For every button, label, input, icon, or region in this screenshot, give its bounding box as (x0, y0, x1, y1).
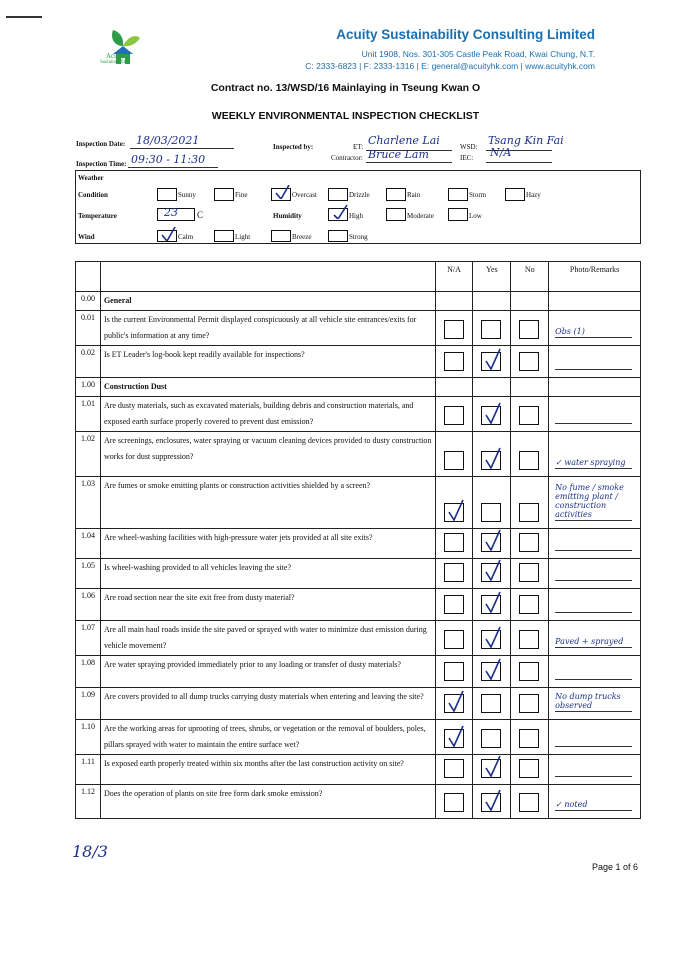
checkbox-na[interactable] (444, 595, 464, 614)
question-text: Is exposed earth properly treated within six months after the last construction activity on site? (100, 755, 435, 785)
check-icon (481, 558, 503, 582)
remarks-cell (549, 688, 641, 720)
option-overcast: Overcast (292, 191, 317, 199)
item-number: 1.00 (76, 378, 101, 397)
cell-no (511, 311, 549, 346)
remarks-cell (549, 755, 641, 785)
wsd-label: WSD: (460, 143, 478, 151)
remarks-cell (549, 589, 641, 621)
wind-label: Wind (78, 233, 95, 241)
cell-yes (473, 720, 511, 755)
table-row (76, 432, 641, 477)
option-low: Low (469, 212, 482, 220)
checkbox-na[interactable] (444, 352, 464, 371)
remarks-underline (555, 580, 632, 581)
remarks-cell (549, 559, 641, 589)
cell-no (511, 397, 549, 432)
table-row (76, 397, 641, 432)
check-icon (444, 724, 466, 748)
check-icon (481, 625, 503, 649)
table-row (76, 477, 641, 529)
remarks-cell (549, 292, 641, 311)
checkbox-rain[interactable] (386, 188, 406, 201)
wsd-value: Tsang Kin Fai (488, 134, 564, 147)
checkbox-sunny[interactable] (157, 188, 177, 201)
cell-na (435, 785, 473, 819)
cell-na (435, 621, 473, 656)
remark-text: Paved + sprayed (555, 637, 624, 646)
check-icon (444, 498, 466, 522)
checkbox-yes[interactable] (481, 729, 501, 748)
remarks-cell (549, 311, 641, 346)
cell-no (511, 755, 549, 785)
contract-title: Contract no. 13/WSD/16 Mainlaying in Tseung Kwan O (210, 82, 481, 94)
cell-na (435, 529, 473, 559)
remark-text: ✓ water spraying (555, 458, 626, 467)
company-name: Acuity Sustainability Consulting Limited (336, 27, 595, 42)
check-icon (481, 590, 503, 614)
checkbox-na[interactable] (444, 406, 464, 425)
question-text: Is the current Environmental Permit displayed conspicuously at all vehicle site entrances/exits for public's information at any time? (100, 311, 435, 346)
checkbox-no[interactable] (519, 533, 539, 552)
temperature-label: Temperature (78, 212, 117, 220)
item-number: 1.09 (76, 688, 101, 720)
remarks-underline (555, 711, 632, 712)
col-yes: Yes (473, 262, 511, 292)
checkbox-na[interactable] (444, 533, 464, 552)
item-number: 1.01 (76, 397, 101, 432)
checkbox-na[interactable] (444, 759, 464, 778)
cell-yes (473, 346, 511, 378)
option-light: Light (235, 233, 251, 241)
cell-yes (473, 656, 511, 688)
cell-na (435, 432, 473, 477)
table-row (76, 589, 641, 621)
check-icon (481, 657, 503, 681)
cell-na (435, 720, 473, 755)
table-row (76, 755, 641, 785)
company-contact: C: 2333-6823 | F: 2333-1316 | E: general@acuityhk.com | www.acuityhk.com (305, 61, 595, 71)
question-text: Does the operation of plants on site free form dark smoke emission? (100, 785, 435, 819)
checkbox-yes[interactable] (481, 595, 501, 614)
inspection-date-value: 18/03/2021 (136, 134, 200, 147)
table-row (76, 621, 641, 656)
check-icon (481, 528, 503, 552)
check-icon (329, 205, 349, 219)
remarks-cell (549, 720, 641, 755)
question-text: Are all main haul roads inside the site paved or sprayed with water to minimize dust emission during vehicle movement? (100, 621, 435, 656)
checkbox-humidity-low[interactable] (448, 208, 468, 221)
option-high: High (349, 212, 363, 220)
inspected-by-label: Inspected by: (273, 143, 314, 151)
checkbox-na[interactable] (444, 451, 464, 470)
remark-text: ✓ noted (555, 800, 588, 809)
question-text: Are road section near the site exit free from dusty material? (100, 589, 435, 621)
checkbox-yes[interactable] (481, 630, 501, 649)
section-title: General (100, 292, 435, 311)
question-text: Are dusty materials, such as excavated materials, building debris and construction materials, and exposed earth surface properly covered to prevent dust emission? (100, 397, 435, 432)
option-strong: Strong (349, 233, 368, 241)
cell-na (435, 311, 473, 346)
checkbox-wind-breeze[interactable] (271, 230, 291, 242)
time-underline (128, 167, 218, 168)
checkbox-no[interactable] (519, 759, 539, 778)
cell-no (511, 529, 549, 559)
date-underline (130, 148, 234, 149)
option-sunny: Sunny (178, 191, 196, 199)
checkbox-na[interactable] (444, 662, 464, 681)
checkbox-overcast[interactable] (271, 188, 291, 201)
check-icon (272, 185, 292, 199)
remark-text: No fume / smoke emitting plant / construction activities (555, 483, 624, 519)
cell-yes (473, 688, 511, 720)
cell-no (511, 656, 549, 688)
item-number: 1.11 (76, 755, 101, 785)
table-row (76, 346, 641, 378)
cell-na (435, 656, 473, 688)
cell-no (511, 621, 549, 656)
item-number: 0.00 (76, 292, 101, 311)
check-icon (158, 227, 178, 241)
table-header-row (76, 262, 641, 292)
contractor-underline (366, 162, 452, 163)
checkbox-drizzle[interactable] (328, 188, 348, 201)
check-icon (444, 689, 466, 713)
remarks-underline (555, 746, 632, 747)
cell-yes (473, 311, 511, 346)
table-row (76, 529, 641, 559)
check-icon (481, 754, 503, 778)
checkbox-yes[interactable] (481, 563, 501, 582)
option-storm: Storm (469, 191, 487, 199)
remarks-underline (555, 423, 632, 424)
checkbox-yes[interactable] (481, 533, 501, 552)
remark-text: Obs (1) (555, 327, 585, 336)
remarks-cell (549, 656, 641, 688)
item-number: 0.02 (76, 346, 101, 378)
cell-no (511, 346, 549, 378)
table-row (76, 656, 641, 688)
remarks-underline (555, 612, 632, 613)
remarks-underline (555, 810, 632, 811)
remarks-underline (555, 520, 632, 521)
check-icon (481, 788, 503, 812)
col-na: N/A (435, 262, 473, 292)
item-number: 1.05 (76, 559, 101, 589)
checkbox-no[interactable] (519, 729, 539, 748)
checkbox-hazy[interactable] (505, 188, 525, 201)
cell-yes (473, 477, 511, 529)
option-rain: Rain (407, 191, 421, 199)
remarks-cell (549, 529, 641, 559)
remarks-cell (549, 378, 641, 397)
inspection-time-value: 09:30 - 11:30 (131, 153, 206, 166)
table-row (76, 785, 641, 819)
cell-no (511, 378, 549, 397)
option-drizzle: Drizzle (349, 191, 370, 199)
checkbox-humidity-high[interactable] (328, 208, 348, 221)
remarks-underline (555, 679, 632, 680)
checkbox-na[interactable] (444, 503, 464, 522)
cell-yes (473, 621, 511, 656)
question-text: Is ET Leader's log-book kept readily available for inspections? (100, 346, 435, 378)
temperature-value: 23 (164, 206, 178, 219)
remarks-underline (555, 468, 632, 469)
cell-no (511, 785, 549, 819)
checkbox-na[interactable] (444, 793, 464, 812)
checkbox-yes[interactable] (481, 694, 501, 713)
cell-na (435, 397, 473, 432)
checkbox-na[interactable] (444, 694, 464, 713)
question-text: Are the working areas for uprooting of trees, shrubs, or vegetation or the removal of boulders, poles, pillars sprayed with water to maintain the entire surface wet? (100, 720, 435, 755)
remarks-underline (555, 647, 632, 648)
cell-yes (473, 755, 511, 785)
logo-tagline: Sustainability (100, 60, 128, 65)
item-number: 1.03 (76, 477, 101, 529)
col-remarks: Photo/Remarks (549, 262, 641, 292)
checkbox-no[interactable] (519, 563, 539, 582)
remarks-cell (549, 346, 641, 378)
item-number: 1.07 (76, 621, 101, 656)
section-title: Construction Dust (100, 378, 435, 397)
checkbox-na[interactable] (444, 320, 464, 339)
col-no: No (511, 262, 549, 292)
checkbox-na[interactable] (444, 563, 464, 582)
remarks-cell (549, 785, 641, 819)
iec-underline (486, 162, 552, 163)
cell-yes (473, 397, 511, 432)
checkbox-na[interactable] (444, 630, 464, 649)
option-breeze: Breeze (292, 233, 312, 241)
remarks-cell (549, 477, 641, 529)
checkbox-fine[interactable] (214, 188, 234, 201)
inspection-time-label: Inspection Time: (76, 160, 127, 168)
remarks-cell (549, 397, 641, 432)
question-text: Is wheel-washing provided to all vehicles leaving the site? (100, 559, 435, 589)
section-row (76, 378, 641, 397)
temperature-field[interactable] (157, 208, 195, 221)
cell-na (435, 755, 473, 785)
cell-yes (473, 589, 511, 621)
condition-label: Condition (78, 191, 108, 199)
checkbox-no[interactable] (519, 630, 539, 649)
checkbox-no[interactable] (519, 595, 539, 614)
checkbox-yes[interactable] (481, 352, 501, 371)
cell-na (435, 346, 473, 378)
cell-yes (473, 785, 511, 819)
cell-no (511, 589, 549, 621)
inspection-date-label: Inspection Date: (76, 140, 126, 148)
cell-no (511, 477, 549, 529)
checkbox-no[interactable] (519, 352, 539, 371)
question-text: Are wheel-washing facilities with high-pressure water jets provided at all site exits? (100, 529, 435, 559)
company-address: Unit 1908, Nos. 301-305 Castle Peak Road, Kwai Chung, N.T. (361, 49, 595, 59)
cell-no (511, 688, 549, 720)
checkbox-no[interactable] (519, 451, 539, 470)
checkbox-no[interactable] (519, 694, 539, 713)
option-fine: Fine (235, 191, 248, 199)
checkbox-no[interactable] (519, 406, 539, 425)
cell-na (435, 589, 473, 621)
item-number: 1.06 (76, 589, 101, 621)
question-text: Are water spraying provided immediately prior to any loading or transfer of dusty materials? (100, 656, 435, 688)
logo-name: Acuity (106, 52, 126, 60)
corner-mark (6, 16, 42, 18)
checkbox-humidity-moderate[interactable] (386, 208, 406, 221)
cell-no (511, 432, 549, 477)
remarks-cell (549, 432, 641, 477)
et-value: Charlene Lai (368, 134, 440, 147)
option-hazy: Hazy (526, 191, 541, 199)
cell-yes (473, 529, 511, 559)
item-number: 1.12 (76, 785, 101, 819)
checkbox-no[interactable] (519, 503, 539, 522)
item-number: 1.08 (76, 656, 101, 688)
cell-na (435, 559, 473, 589)
contractor-label: Contractor: (331, 154, 363, 162)
cell-no (511, 720, 549, 755)
temperature-unit: C (197, 210, 204, 220)
humidity-label: Humidity (273, 212, 302, 220)
question-text: Are screenings, enclosures, water spraying or vacuum cleaning devices provided to dusty construction works for dust suppression? (100, 432, 435, 477)
checklist-table (75, 261, 641, 819)
weather-title: Weather (78, 174, 104, 182)
checkbox-na[interactable] (444, 729, 464, 748)
checkbox-wind-strong[interactable] (328, 230, 348, 242)
table-row (76, 720, 641, 755)
checkbox-yes[interactable] (481, 503, 501, 522)
option-moderate: Moderate (407, 212, 434, 220)
remarks-cell (549, 621, 641, 656)
checkbox-yes[interactable] (481, 406, 501, 425)
cell-yes (473, 292, 511, 311)
cell-yes (473, 559, 511, 589)
check-icon (481, 347, 503, 371)
checkbox-yes[interactable] (481, 662, 501, 681)
cell-na (435, 292, 473, 311)
item-number: 1.04 (76, 529, 101, 559)
item-number: 1.02 (76, 432, 101, 477)
cell-na (435, 378, 473, 397)
checkbox-yes[interactable] (481, 451, 501, 470)
section-row (76, 292, 641, 311)
page-number: Page 1 of 6 (592, 862, 639, 872)
checkbox-wind-calm[interactable] (157, 230, 177, 242)
remarks-underline (555, 776, 632, 777)
remark-text: No dump trucks observed (555, 692, 621, 710)
check-icon (481, 446, 503, 470)
table-row (76, 688, 641, 720)
remarks-underline (555, 369, 632, 370)
table-row (76, 311, 641, 346)
item-number: 1.10 (76, 720, 101, 755)
contractor-value: Bruce Lam (368, 148, 429, 161)
question-text: Are fumes or smoke emitting plants or construction activities shielded by a screen? (100, 477, 435, 529)
checkbox-yes[interactable] (481, 793, 501, 812)
et-label: ET: (353, 143, 364, 151)
item-number: 0.01 (76, 311, 101, 346)
checkbox-storm[interactable] (448, 188, 468, 201)
checkbox-yes[interactable] (481, 320, 501, 339)
checkbox-no[interactable] (519, 662, 539, 681)
checkbox-wind-light[interactable] (214, 230, 234, 242)
iec-value: N/A (490, 146, 512, 159)
cell-na (435, 688, 473, 720)
cell-no (511, 559, 549, 589)
remarks-underline (555, 550, 632, 551)
cell-na (435, 477, 473, 529)
remarks-underline (555, 337, 632, 338)
checkbox-no[interactable] (519, 793, 539, 812)
checkbox-yes[interactable] (481, 759, 501, 778)
check-icon (481, 401, 503, 425)
handwritten-date: 18/3 (72, 842, 108, 861)
cell-yes (473, 378, 511, 397)
iec-label: IEC: (460, 154, 474, 162)
form-title: WEEKLY ENVIRONMENTAL INSPECTION CHECKLIST (211, 110, 480, 122)
question-text: Are covers provided to all dump trucks carrying dusty materials when entering and leaving the site? (100, 688, 435, 720)
cell-yes (473, 432, 511, 477)
checkbox-no[interactable] (519, 320, 539, 339)
table-row (76, 559, 641, 589)
cell-no (511, 292, 549, 311)
option-calm: Calm (178, 233, 194, 241)
